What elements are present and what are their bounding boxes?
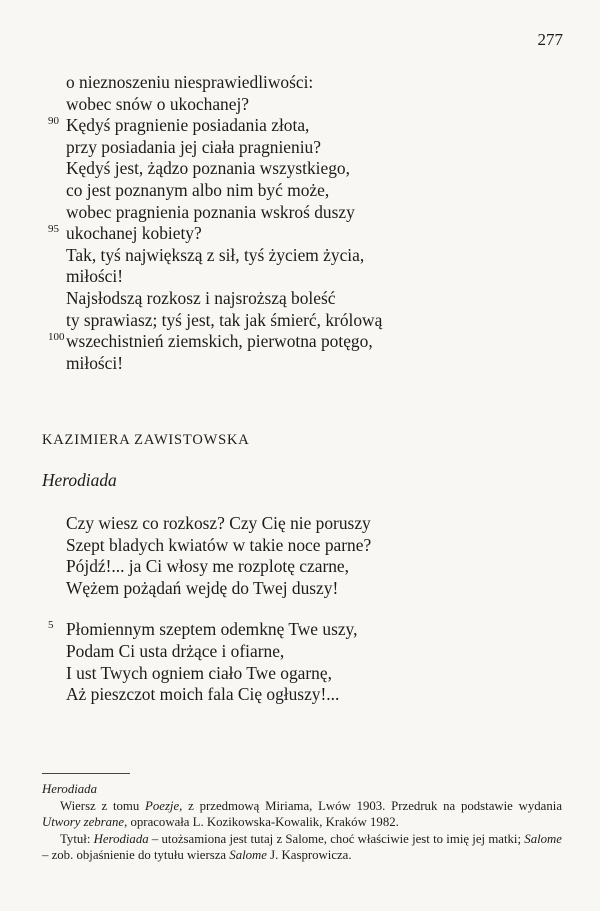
- verse-line: [42, 513, 562, 535]
- verse-text: ty sprawiasz; tyś jest, tak jak śmierć, królową: [66, 309, 383, 330]
- verse-line: [42, 94, 562, 116]
- verse-text: miłości!: [66, 266, 123, 287]
- verse-text: miłości!: [66, 352, 123, 373]
- stanza-2: [42, 619, 562, 705]
- verse-text: co jest poznanym albo nim być może,: [66, 179, 330, 200]
- verse-text: wobec pragnienia poznania wskroś duszy: [66, 201, 355, 222]
- verse-text: Najsłodszą rozkosz i najsroższą boleść: [66, 287, 336, 308]
- verse-text: o nieznoszeniu niesprawiedliwości:: [66, 72, 314, 92]
- verse-text: Podam Ci usta drżące i ofiarne,: [66, 640, 285, 661]
- page-number: 277: [537, 30, 563, 49]
- verse-line: [42, 684, 562, 706]
- verse-text: Tak, tyś największą z sił, tyś życiem życia,: [66, 244, 365, 265]
- note-paragraph-1: Wiersz z tomu Poezje, z przedmową Miriama, Lwów 1903. Przedruk na podstawie wydania Utwory zebrane, opracowała L. Kozikowska-Kowalik, Kraków 1982.: [42, 798, 562, 830]
- stanza-gap: [42, 599, 562, 619]
- verse-line: [42, 619, 562, 641]
- line-number: 90: [48, 115, 59, 128]
- verse-text: wszechistnień ziemskich, pierwotna potęgo,: [66, 331, 373, 352]
- line-number: 100: [48, 331, 65, 344]
- verse-line: [42, 331, 562, 353]
- line-number: 5: [48, 619, 54, 632]
- poem-fragment: [42, 72, 562, 374]
- verse-line: [42, 137, 562, 159]
- verse-line: [42, 180, 562, 202]
- author-name: KAZIMIERA ZAWISTOWSKA: [42, 432, 250, 448]
- poem-herodiada: [42, 513, 562, 706]
- verse-line: [42, 115, 562, 137]
- verse-text: Aż pieszczot moich fala Cię ogłuszy!...: [66, 684, 340, 705]
- verse-line: [42, 158, 562, 180]
- verse-line: [42, 556, 562, 578]
- note-title: Herodiada: [42, 782, 97, 796]
- verse-line: [42, 72, 562, 94]
- verse-text: Płomiennym szeptem odemknę Twe uszy,: [66, 619, 358, 640]
- footnotes: [42, 781, 562, 864]
- verse-text: Wężem pożądań wejdę do Twej duszy!: [66, 577, 339, 598]
- verse-text: wobec snów o ukochanej?: [66, 93, 250, 114]
- verse-line: [42, 288, 562, 310]
- verse-line: [42, 353, 562, 375]
- verse-text: Kędyś pragnienie posiadania złota,: [66, 115, 310, 136]
- verse-line: [42, 245, 562, 267]
- verse-line: [42, 266, 562, 288]
- verse-text: przy posiadania jej ciała pragnieniu?: [66, 136, 321, 157]
- verse-line: [42, 535, 562, 557]
- verse-line: [42, 223, 562, 245]
- verse-line: [42, 202, 562, 224]
- line-number: 95: [48, 223, 59, 236]
- verse-text: Pójdź!... ja Ci włosy me rozplotę czarne,: [66, 556, 349, 577]
- verse-line: [42, 663, 562, 685]
- verse-line: [42, 641, 562, 663]
- verse-text: Szept bladych kwiatów w takie noce parne?: [66, 534, 372, 555]
- verse-text: Czy wiesz co rozkosz? Czy Cię nie poruszy: [66, 513, 371, 533]
- note-paragraph-2: Tytuł: Herodiada – utożsamiona jest tutaj z Salome, choć właściwie jest to imię jej matki; Salome – zob. objaśnienie do tytułu wiersza Salome J. Kasprowicza.: [42, 831, 562, 863]
- poem-title: Herodiada: [42, 470, 117, 490]
- verse-text: Kędyś jest, żądzo poznania wszystkiego,: [66, 158, 350, 179]
- verse-line: [42, 578, 562, 600]
- stanza-1: [42, 513, 562, 599]
- verse-text: ukochanej kobiety?: [66, 223, 202, 244]
- footnote-rule: [42, 773, 130, 774]
- verse-text: I ust Twych ogniem ciało Twe ogarnę,: [66, 662, 332, 683]
- verse-line: [42, 310, 562, 332]
